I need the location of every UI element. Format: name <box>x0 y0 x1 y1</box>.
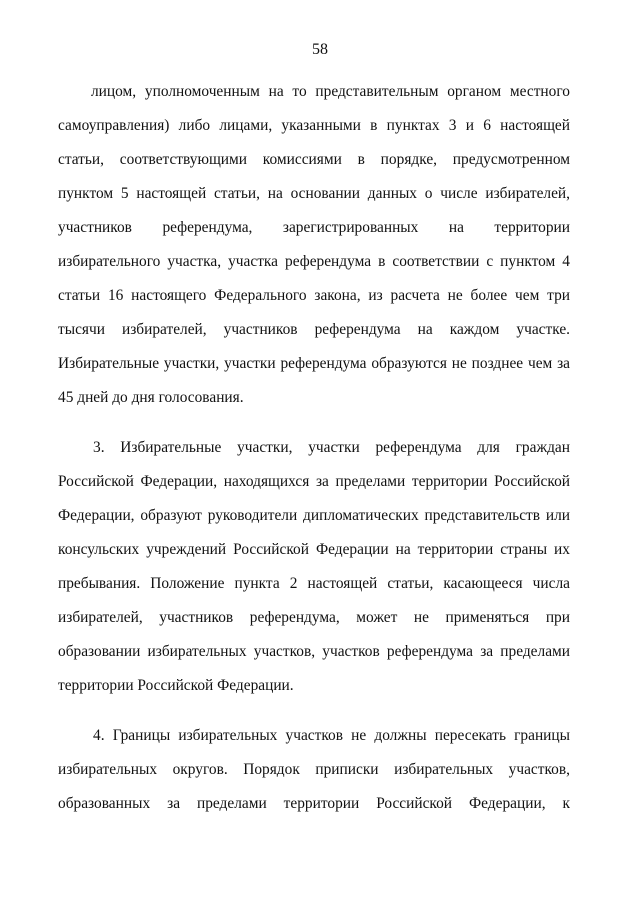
text-line: статьи, соответствующими комиссиями в порядке, предусмотренном <box>58 151 570 168</box>
text-line: 45 дней до дня голосования. <box>58 389 244 406</box>
text-line: консульских учреждений Российской Федерации на территории страны их <box>58 541 570 558</box>
text-line: пребывания. Положение пункта 2 настоящей статьи, касающееся числа <box>58 575 570 592</box>
text-line: территории Российской Федерации. <box>58 677 294 694</box>
text-line: образовании избирательных участков, участков референдума за пределами <box>58 643 570 660</box>
text-line: участников референдума, зарегистрированных на территории <box>58 219 570 236</box>
text-line: 4. Границы избирательных участков не должны пересекать границы <box>93 727 570 744</box>
text-line: лицом, уполномоченным на то представительным органом местного <box>91 83 570 100</box>
text-line: пунктом 5 настоящей статьи, на основании данных о числе избирателей, <box>58 185 570 202</box>
text-line: Российской Федерации, находящихся за пределами территории Российской <box>58 473 570 490</box>
text-line: Избирательные участки, участки референдума образуются не позднее чем за <box>58 355 570 372</box>
text-line: статьи 16 настоящего Федерального закона, из расчета не более чем три <box>58 287 570 304</box>
text-line: Федерации, образуют руководители дипломатических представительств или <box>58 507 570 524</box>
text-line: самоуправления) либо лицами, указанными в пунктах 3 и 6 настоящей <box>58 117 570 134</box>
text-line: избирательного участка, участка референдума в соответствии с пунктом 4 <box>58 253 570 270</box>
text-line: избирательных округов. Порядок приписки избирательных участков, <box>58 761 570 778</box>
text-line: избирателей, участников референдума, может не применяться при <box>58 609 570 626</box>
page-number: 58 <box>312 41 328 58</box>
text-line: 3. Избирательные участки, участки референдума для граждан <box>93 439 570 456</box>
text-line: тысячи избирателей, участников референдума на каждом участке. <box>58 321 570 338</box>
text-line: образованных за пределами территории Российской Федерации, к <box>58 795 570 812</box>
